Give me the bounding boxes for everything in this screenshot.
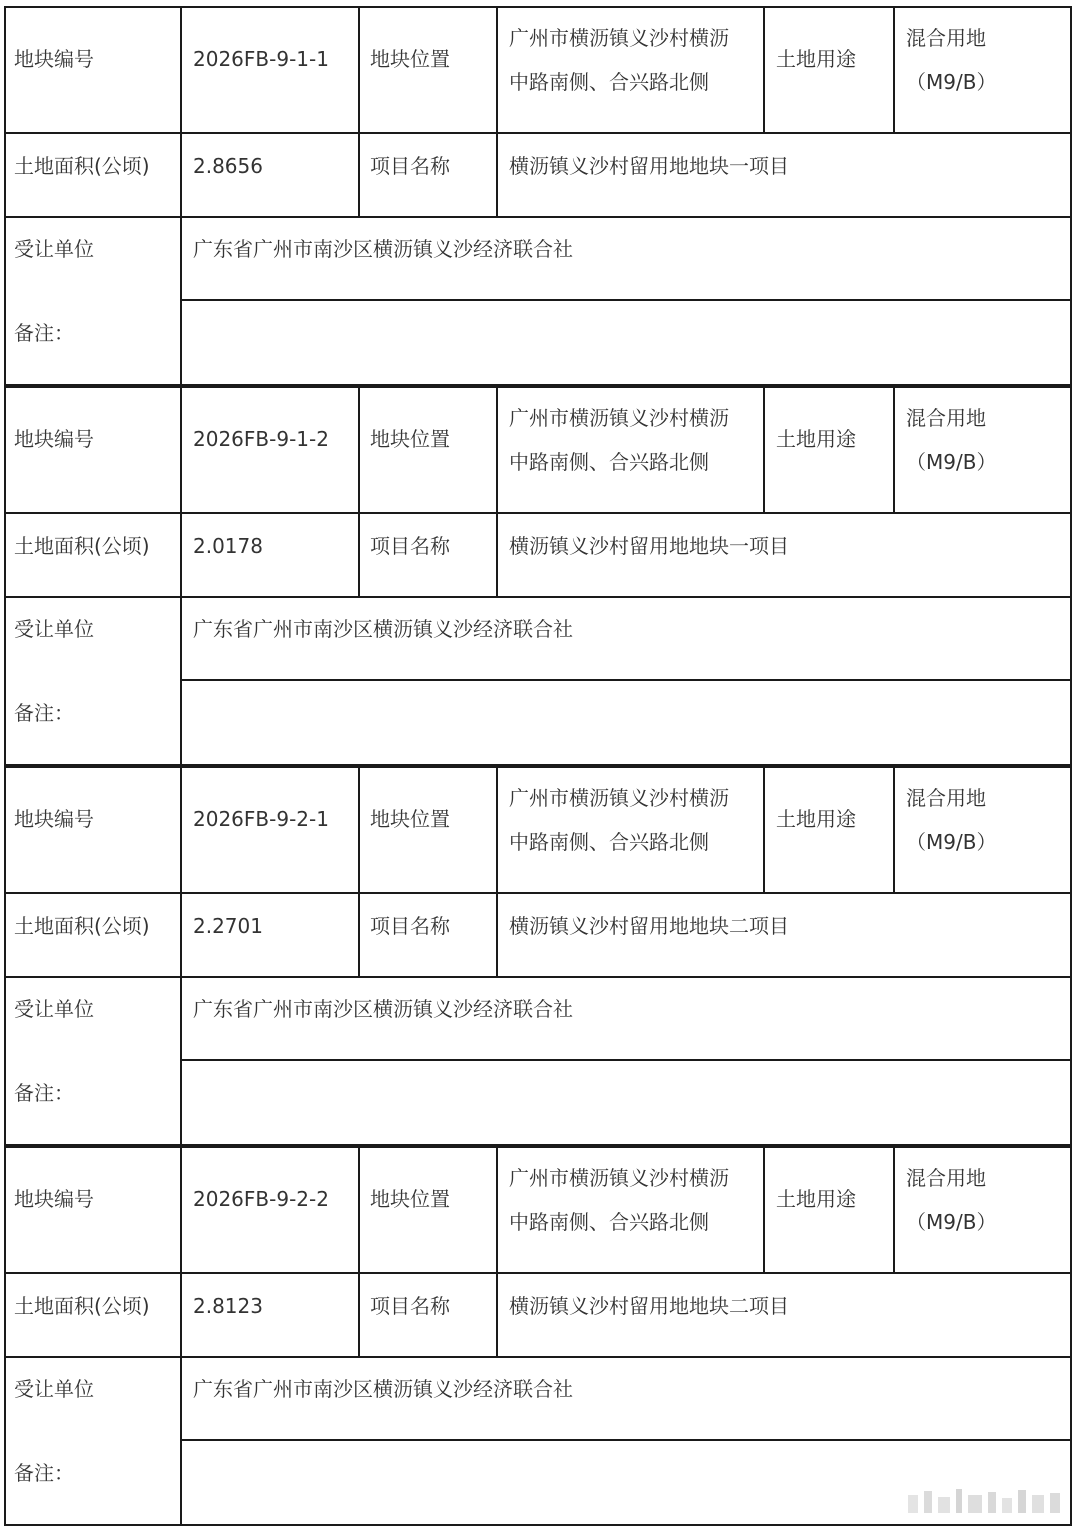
land-use-label: 土地用途 bbox=[776, 807, 856, 831]
remarks-label: 备注： bbox=[14, 701, 74, 725]
area-label: 土地面积(公顷) bbox=[14, 534, 150, 558]
project-name-label: 项目名称 bbox=[370, 1294, 450, 1318]
plot-block-4 bbox=[4, 1146, 1072, 1526]
location-value: 广州市横沥镇义沙村横沥中路南侧、合兴路北侧 bbox=[509, 1166, 729, 1234]
project-name-value: 横沥镇义沙村留用地地块二项目 bbox=[509, 914, 789, 938]
land-plot-table bbox=[4, 6, 1072, 1526]
land-use-label: 土地用途 bbox=[776, 47, 856, 71]
location-label: 地块位置 bbox=[370, 1187, 450, 1211]
plot-no-value: 2026FB-9-1-1 bbox=[193, 47, 329, 71]
plot-no-value: 2026FB-9-2-2 bbox=[193, 1187, 329, 1211]
area-value: 2.8656 bbox=[193, 154, 263, 178]
remarks-label: 备注： bbox=[14, 1081, 74, 1105]
plot-no-label: 地块编号 bbox=[14, 47, 94, 71]
transferee-value: 广东省广州市南沙区横沥镇义沙经济联合社 bbox=[193, 617, 573, 641]
watermark-mark bbox=[900, 1483, 1070, 1523]
project-name-label: 项目名称 bbox=[370, 534, 450, 558]
project-name-value: 横沥镇义沙村留用地地块一项目 bbox=[509, 154, 789, 178]
transferee-label: 受让单位 bbox=[14, 997, 94, 1021]
project-name-label: 项目名称 bbox=[370, 154, 450, 178]
land-use-value: 混合用地（M9/B） bbox=[906, 786, 997, 854]
plot-no-value: 2026FB-9-2-1 bbox=[193, 807, 329, 831]
land-use-label: 土地用途 bbox=[776, 427, 856, 451]
transferee-label: 受让单位 bbox=[14, 1377, 94, 1401]
transferee-label: 受让单位 bbox=[14, 617, 94, 641]
plot-no-label: 地块编号 bbox=[14, 1187, 94, 1211]
transferee-value: 广东省广州市南沙区横沥镇义沙经济联合社 bbox=[193, 997, 573, 1021]
area-value: 2.8123 bbox=[193, 1294, 263, 1318]
plot-block-3 bbox=[4, 766, 1072, 1146]
location-value: 广州市横沥镇义沙村横沥中路南侧、合兴路北侧 bbox=[509, 26, 729, 94]
land-use-value: 混合用地（M9/B） bbox=[906, 406, 997, 474]
area-value: 2.0178 bbox=[193, 534, 263, 558]
plot-no-value: 2026FB-9-1-2 bbox=[193, 427, 329, 451]
remarks-label: 备注： bbox=[14, 321, 74, 345]
location-value: 广州市横沥镇义沙村横沥中路南侧、合兴路北侧 bbox=[509, 406, 729, 474]
area-value: 2.2701 bbox=[193, 914, 263, 938]
transferee-label: 受让单位 bbox=[14, 237, 94, 261]
plot-no-label: 地块编号 bbox=[14, 807, 94, 831]
remarks-label: 备注： bbox=[14, 1461, 74, 1485]
plot-no-label: 地块编号 bbox=[14, 427, 94, 451]
plot-block-2 bbox=[4, 386, 1072, 766]
transferee-value: 广东省广州市南沙区横沥镇义沙经济联合社 bbox=[193, 1377, 573, 1401]
land-use-value: 混合用地（M9/B） bbox=[906, 1166, 997, 1234]
land-use-label: 土地用途 bbox=[776, 1187, 856, 1211]
area-label: 土地面积(公顷) bbox=[14, 154, 150, 178]
location-value: 广州市横沥镇义沙村横沥中路南侧、合兴路北侧 bbox=[509, 786, 729, 854]
area-label: 土地面积(公顷) bbox=[14, 1294, 150, 1318]
location-label: 地块位置 bbox=[370, 807, 450, 831]
location-label: 地块位置 bbox=[370, 427, 450, 451]
project-name-value: 横沥镇义沙村留用地地块二项目 bbox=[509, 1294, 789, 1318]
land-use-value: 混合用地（M9/B） bbox=[906, 26, 997, 94]
project-name-value: 横沥镇义沙村留用地地块一项目 bbox=[509, 534, 789, 558]
project-name-label: 项目名称 bbox=[370, 914, 450, 938]
area-label: 土地面积(公顷) bbox=[14, 914, 150, 938]
transferee-value: 广东省广州市南沙区横沥镇义沙经济联合社 bbox=[193, 237, 573, 261]
location-label: 地块位置 bbox=[370, 47, 450, 71]
plot-block-1 bbox=[4, 6, 1072, 386]
